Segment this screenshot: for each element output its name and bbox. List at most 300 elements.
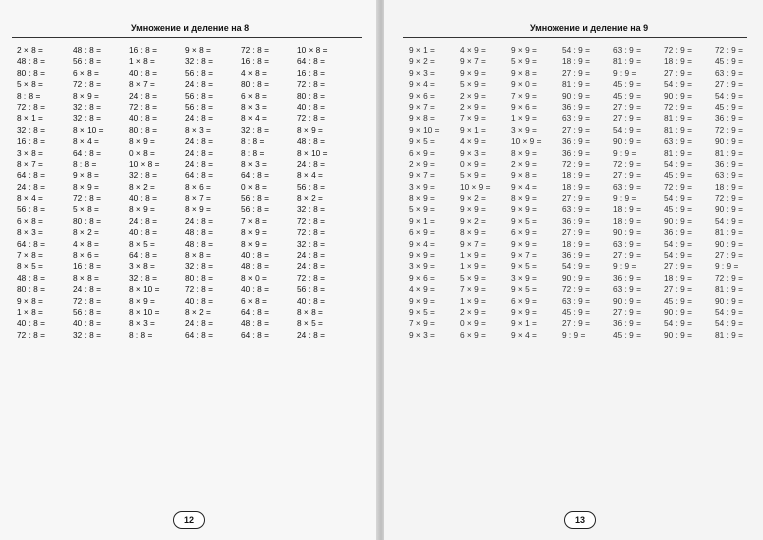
exercise-item: 63 : 9 = <box>613 181 641 192</box>
exercise-item: 32 : 8 = <box>17 124 45 135</box>
exercise-item: 45 : 9 = <box>664 170 692 181</box>
exercise-item: 1 × 9 = <box>511 113 537 124</box>
exercise-item: 0 × 8 = <box>241 181 267 192</box>
exercise-item: 72 : 8 = <box>17 101 45 112</box>
exercise-item: 81 : 9 = <box>715 284 743 295</box>
exercise-item: 72 : 9 = <box>562 284 590 295</box>
exercise-item: 48 : 8 = <box>241 261 269 272</box>
exercise-item: 0 × 9 = <box>460 158 486 169</box>
exercise-item: 3 × 9 = <box>409 181 435 192</box>
exercise-item: 72 : 8 = <box>297 272 325 283</box>
exercise-item: 9 × 2 = <box>460 215 486 226</box>
exercise-item: 63 : 9 = <box>613 284 641 295</box>
exercise-item: 27 : 9 = <box>613 250 641 261</box>
exercise-item: 45 : 9 = <box>613 329 641 340</box>
exercise-item: 72 : 8 = <box>241 45 269 55</box>
page-title: Умножение и деление на 9 <box>530 23 649 33</box>
exercise-item: 81 : 9 = <box>715 227 743 238</box>
exercise-item: 72 : 9 = <box>715 272 743 283</box>
exercise-item: 81 : 9 = <box>613 56 641 67</box>
exercise-item: 8 × 7 = <box>129 79 155 90</box>
exercise-item: 9 × 6 = <box>409 272 435 283</box>
exercise-item: 8 × 7 = <box>185 193 211 204</box>
exercise-item: 9 : 9 = <box>562 329 586 340</box>
exercise-item: 9 × 7 = <box>460 238 486 249</box>
exercise-item: 54 : 9 = <box>664 158 692 169</box>
exercise-item: 40 : 8 = <box>73 318 101 329</box>
exercise-item: 24 : 8 = <box>185 158 213 169</box>
exercise-item: 24 : 8 = <box>185 318 213 329</box>
exercise-item: 90 : 9 = <box>562 272 590 283</box>
exercise-item: 6 × 8 = <box>241 295 267 306</box>
exercise-item: 8 × 6 = <box>185 181 211 192</box>
exercise-item: 8 × 4 = <box>241 113 267 124</box>
exercise-item: 45 : 9 = <box>613 79 641 90</box>
exercise-item: 27 : 9 = <box>664 261 692 272</box>
exercise-item: 27 : 9 = <box>613 113 641 124</box>
exercise-item: 80 : 8 = <box>185 272 213 283</box>
exercise-item: 56 : 8 = <box>241 193 269 204</box>
exercise-item: 72 : 8 = <box>73 79 101 90</box>
exercise-item: 18 : 9 = <box>715 181 743 192</box>
exercise-item: 54 : 9 = <box>664 193 692 204</box>
exercise-item: 9 × 4 = <box>511 181 537 192</box>
exercise-item: 8 × 3 = <box>241 101 267 112</box>
exercise-item: 8 × 8 = <box>185 250 211 261</box>
exercise-item: 9 × 8 = <box>17 295 43 306</box>
exercise-item: 8 × 5 = <box>17 261 43 272</box>
exercise-item: 8 × 9 = <box>241 238 267 249</box>
exercise-item: 9 × 4 = <box>409 238 435 249</box>
exercise-item: 48 : 8 = <box>17 56 45 67</box>
exercise-item: 32 : 8 = <box>73 329 101 340</box>
exercise-item: 8 × 2 = <box>297 193 323 204</box>
exercise-item: 80 : 8 = <box>241 79 269 90</box>
exercise-item: 72 : 9 = <box>664 181 692 192</box>
exercise-item: 40 : 8 = <box>129 227 157 238</box>
exercise-item: 4 × 9 = <box>409 284 435 295</box>
exercise-item: 8 : 8 = <box>17 90 41 101</box>
exercise-item: 8 × 9 = <box>297 124 323 135</box>
exercise-item: 36 : 9 = <box>562 147 590 158</box>
exercise-item: 5 × 9 = <box>460 170 486 181</box>
exercise-item: 40 : 8 = <box>241 284 269 295</box>
exercise-item: 56 : 8 = <box>297 181 325 192</box>
exercise-item: 9 × 9 = <box>511 306 537 317</box>
exercise-item: 40 : 8 = <box>129 113 157 124</box>
exercise-item: 24 : 8 = <box>297 329 325 340</box>
exercise-item: 48 : 8 = <box>17 272 45 283</box>
exercise-item: 72 : 8 = <box>73 295 101 306</box>
exercise-item: 8 × 3 = <box>185 124 211 135</box>
exercise-item: 81 : 9 = <box>715 147 743 158</box>
exercise-item: 6 × 8 = <box>17 215 43 226</box>
exercise-item: 64 : 8 = <box>17 170 45 181</box>
exercise-item: 36 : 9 = <box>664 227 692 238</box>
exercise-item: 32 : 8 = <box>185 56 213 67</box>
exercise-item: 90 : 9 = <box>664 90 692 101</box>
exercise-item: 9 × 9 = <box>511 45 537 55</box>
exercise-item: 36 : 9 = <box>613 272 641 283</box>
exercise-item: 6 × 8 = <box>73 67 99 78</box>
exercise-item: 36 : 9 = <box>562 215 590 226</box>
exercise-item: 7 × 8 = <box>241 215 267 226</box>
exercise-item: 8 × 6 = <box>73 250 99 261</box>
exercise-item: 27 : 9 = <box>613 306 641 317</box>
exercise-item: 8 × 10 = <box>297 147 328 158</box>
exercise-item: 8 × 9 = <box>185 204 211 215</box>
exercise-item: 90 : 9 = <box>664 329 692 340</box>
page-number: 13 <box>564 511 596 529</box>
exercise-item: 24 : 8 = <box>185 136 213 147</box>
exercise-item: 9 × 7 = <box>460 56 486 67</box>
exercise-item: 16 : 8 = <box>241 56 269 67</box>
exercise-item: 81 : 9 = <box>664 147 692 158</box>
exercise-item: 9 × 6 = <box>409 90 435 101</box>
exercise-item: 90 : 9 = <box>715 295 743 306</box>
exercise-item: 8 × 4 = <box>297 170 323 181</box>
exercise-item: 9 × 1 = <box>409 215 435 226</box>
exercise-item: 80 : 8 = <box>17 67 45 78</box>
exercise-item: 18 : 9 = <box>562 238 590 249</box>
exercise-item: 90 : 9 = <box>715 136 743 147</box>
exercise-item: 8 × 5 = <box>129 238 155 249</box>
exercise-item: 56 : 8 = <box>185 101 213 112</box>
exercise-item: 5 × 9 = <box>409 204 435 215</box>
exercise-item: 63 : 9 = <box>613 45 641 55</box>
exercise-item: 9 × 3 = <box>460 147 486 158</box>
exercise-item: 27 : 9 = <box>562 67 590 78</box>
exercise-item: 5 × 9 = <box>511 56 537 67</box>
exercise-item: 63 : 9 = <box>715 170 743 181</box>
exercise-item: 8 × 9 = <box>73 181 99 192</box>
exercise-item: 32 : 8 = <box>129 170 157 181</box>
exercise-item: 48 : 8 = <box>185 227 213 238</box>
exercise-item: 36 : 9 = <box>715 113 743 124</box>
exercise-item: 9 × 9 = <box>511 238 537 249</box>
exercise-item: 9 × 9 = <box>409 250 435 261</box>
exercise-item: 6 × 9 = <box>409 147 435 158</box>
exercise-item: 9 × 7 = <box>511 250 537 261</box>
exercise-item: 9 × 1 = <box>511 318 537 329</box>
exercise-item: 63 : 9 = <box>562 113 590 124</box>
exercise-item: 9 × 0 = <box>511 79 537 90</box>
exercise-item: 1 × 9 = <box>460 250 486 261</box>
exercise-item: 9 × 8 = <box>511 67 537 78</box>
exercise-item: 8 × 2 = <box>129 181 155 192</box>
exercise-item: 16 : 8 = <box>73 261 101 272</box>
exercise-item: 63 : 9 = <box>562 295 590 306</box>
exercise-item: 10 × 9 = <box>460 181 491 192</box>
exercise-item: 2 × 9 = <box>460 101 486 112</box>
exercise-item: 8 × 8 = <box>297 306 323 317</box>
exercise-item: 45 : 9 = <box>715 101 743 112</box>
exercise-item: 56 : 8 = <box>73 56 101 67</box>
exercise-item: 64 : 8 = <box>297 56 325 67</box>
exercise-item: 9 × 5 = <box>409 136 435 147</box>
exercise-item: 45 : 9 = <box>562 306 590 317</box>
exercise-item: 8 : 8 = <box>73 158 97 169</box>
exercise-item: 3 × 8 = <box>17 147 43 158</box>
exercise-item: 7 × 9 = <box>460 284 486 295</box>
exercise-item: 90 : 9 = <box>613 227 641 238</box>
exercise-item: 64 : 8 = <box>241 170 269 181</box>
exercise-item: 9 × 5 = <box>409 306 435 317</box>
exercise-item: 10 × 9 = <box>511 136 542 147</box>
exercise-item: 80 : 8 = <box>129 124 157 135</box>
exercise-item: 4 × 8 = <box>73 238 99 249</box>
exercise-item: 54 : 9 = <box>664 318 692 329</box>
exercise-item: 9 : 9 = <box>613 193 637 204</box>
exercise-item: 9 × 9 = <box>511 204 537 215</box>
exercise-item: 54 : 9 = <box>715 306 743 317</box>
exercise-item: 9 × 5 = <box>511 284 537 295</box>
exercise-item: 45 : 9 = <box>664 295 692 306</box>
exercise-item: 40 : 8 = <box>129 193 157 204</box>
exercise-item: 32 : 8 = <box>73 101 101 112</box>
exercise-item: 2 × 9 = <box>511 158 537 169</box>
exercise-item: 64 : 8 = <box>185 170 213 181</box>
exercise-item: 18 : 9 = <box>562 181 590 192</box>
exercise-item: 8 × 8 = <box>73 272 99 283</box>
exercise-item: 54 : 9 = <box>664 250 692 261</box>
exercise-item: 40 : 8 = <box>17 318 45 329</box>
exercise-item: 90 : 9 = <box>613 136 641 147</box>
exercise-item: 5 × 9 = <box>460 272 486 283</box>
exercise-item: 81 : 9 = <box>664 124 692 135</box>
exercise-item: 9 × 1 = <box>460 124 486 135</box>
exercise-item: 36 : 9 = <box>613 318 641 329</box>
exercise-item: 54 : 9 = <box>715 90 743 101</box>
page-number: 12 <box>173 511 205 529</box>
exercise-item: 8 × 10 = <box>129 284 160 295</box>
exercise-item: 90 : 9 = <box>613 295 641 306</box>
exercise-item: 54 : 9 = <box>664 79 692 90</box>
exercise-item: 80 : 8 = <box>297 90 325 101</box>
exercise-item: 8 × 9 = <box>129 204 155 215</box>
exercise-item: 72 : 9 = <box>715 124 743 135</box>
exercise-item: 72 : 8 = <box>73 193 101 204</box>
exercise-item: 90 : 9 = <box>664 215 692 226</box>
exercise-item: 81 : 9 = <box>715 329 743 340</box>
exercise-item: 40 : 8 = <box>297 101 325 112</box>
exercise-item: 2 × 8 = <box>17 45 43 55</box>
exercise-item: 24 : 8 = <box>129 215 157 226</box>
exercise-item: 40 : 8 = <box>129 67 157 78</box>
exercise-item: 56 : 8 = <box>185 90 213 101</box>
exercise-item: 24 : 8 = <box>297 158 325 169</box>
exercise-item: 8 × 9 = <box>511 147 537 158</box>
exercise-item: 32 : 8 = <box>241 124 269 135</box>
exercise-item: 27 : 9 = <box>562 124 590 135</box>
exercise-item: 27 : 9 = <box>664 67 692 78</box>
exercise-item: 8 × 9 = <box>129 295 155 306</box>
exercise-item: 9 × 8 = <box>185 45 211 55</box>
exercise-grid <box>17 45 353 341</box>
exercise-item: 2 × 9 = <box>460 306 486 317</box>
exercise-item: 1 × 8 = <box>17 306 43 317</box>
exercise-item: 56 : 8 = <box>185 67 213 78</box>
exercise-item: 9 × 8 = <box>73 170 99 181</box>
exercise-item: 27 : 9 = <box>664 284 692 295</box>
exercise-item: 36 : 9 = <box>562 250 590 261</box>
exercise-item: 8 : 8 = <box>241 147 265 158</box>
exercise-item: 72 : 8 = <box>129 101 157 112</box>
exercise-item: 36 : 9 = <box>715 158 743 169</box>
exercise-item: 56 : 8 = <box>241 204 269 215</box>
exercise-item: 48 : 8 = <box>185 238 213 249</box>
exercise-item: 63 : 9 = <box>664 136 692 147</box>
exercise-item: 36 : 9 = <box>562 136 590 147</box>
exercise-item: 9 × 9 = <box>409 295 435 306</box>
exercise-item: 72 : 8 = <box>297 113 325 124</box>
exercise-item: 63 : 9 = <box>715 67 743 78</box>
exercise-item: 32 : 8 = <box>297 204 325 215</box>
exercise-item: 56 : 8 = <box>17 204 45 215</box>
exercise-item: 18 : 9 = <box>613 204 641 215</box>
exercise-item: 9 : 9 = <box>613 261 637 272</box>
exercise-item: 8 × 3 = <box>129 318 155 329</box>
exercise-grid <box>409 45 743 341</box>
exercise-item: 24 : 8 = <box>297 261 325 272</box>
exercise-item: 7 × 9 = <box>460 113 486 124</box>
title-rule <box>12 37 362 38</box>
exercise-item: 3 × 8 = <box>129 261 155 272</box>
exercise-item: 8 × 10 = <box>129 306 160 317</box>
exercise-item: 48 : 8 = <box>241 318 269 329</box>
exercise-item: 81 : 9 = <box>562 79 590 90</box>
page-title: Умножение и деление на 8 <box>131 23 250 33</box>
exercise-item: 9 × 10 = <box>409 124 440 135</box>
exercise-item: 8 : 8 = <box>129 329 153 340</box>
exercise-item: 40 : 8 = <box>241 250 269 261</box>
exercise-item: 6 × 9 = <box>511 295 537 306</box>
exercise-item: 7 × 9 = <box>511 90 537 101</box>
exercise-item: 8 × 3 = <box>241 158 267 169</box>
exercise-item: 1 × 8 = <box>129 56 155 67</box>
exercise-item: 8 : 8 = <box>241 136 265 147</box>
left-page <box>0 0 380 540</box>
exercise-item: 27 : 9 = <box>562 318 590 329</box>
exercise-item: 9 × 5 = <box>511 215 537 226</box>
exercise-item: 4 × 9 = <box>460 45 486 55</box>
right-page <box>384 0 763 540</box>
exercise-item: 18 : 9 = <box>562 170 590 181</box>
exercise-item: 72 : 9 = <box>664 45 692 55</box>
exercise-item: 90 : 9 = <box>562 90 590 101</box>
exercise-item: 6 × 8 = <box>241 90 267 101</box>
exercise-item: 6 × 9 = <box>409 227 435 238</box>
exercise-item: 48 : 8 = <box>73 45 101 55</box>
exercise-item: 9 × 3 = <box>409 329 435 340</box>
exercise-item: 40 : 8 = <box>185 295 213 306</box>
exercise-item: 54 : 9 = <box>715 318 743 329</box>
exercise-item: 64 : 8 = <box>241 306 269 317</box>
exercise-item: 8 × 5 = <box>297 318 323 329</box>
exercise-item: 18 : 9 = <box>664 56 692 67</box>
exercise-item: 72 : 9 = <box>562 158 590 169</box>
exercise-item: 24 : 8 = <box>185 215 213 226</box>
exercise-item: 8 × 7 = <box>17 158 43 169</box>
exercise-item: 4 × 8 = <box>241 67 267 78</box>
exercise-item: 80 : 8 = <box>17 284 45 295</box>
exercise-item: 9 × 2 = <box>409 56 435 67</box>
exercise-item: 64 : 8 = <box>17 238 45 249</box>
exercise-item: 24 : 8 = <box>129 90 157 101</box>
exercise-item: 72 : 9 = <box>613 158 641 169</box>
exercise-item: 45 : 9 = <box>664 204 692 215</box>
exercise-item: 27 : 9 = <box>715 79 743 90</box>
exercise-item: 8 × 9 = <box>511 193 537 204</box>
exercise-item: 72 : 8 = <box>297 215 325 226</box>
exercise-item: 10 × 8 = <box>297 45 328 55</box>
exercise-item: 8 × 2 = <box>73 227 99 238</box>
exercise-item: 5 × 9 = <box>460 79 486 90</box>
exercise-item: 72 : 8 = <box>297 79 325 90</box>
exercise-item: 9 × 7 = <box>409 101 435 112</box>
exercise-item: 18 : 9 = <box>613 215 641 226</box>
exercise-item: 27 : 9 = <box>613 101 641 112</box>
exercise-item: 6 × 9 = <box>460 329 486 340</box>
exercise-item: 8 × 2 = <box>185 306 211 317</box>
exercise-item: 3 × 9 = <box>511 272 537 283</box>
exercise-item: 32 : 8 = <box>297 238 325 249</box>
exercise-item: 5 × 8 = <box>17 79 43 90</box>
exercise-item: 72 : 9 = <box>715 193 743 204</box>
exercise-item: 16 : 8 = <box>17 136 45 147</box>
exercise-item: 4 × 9 = <box>460 136 486 147</box>
exercise-item: 9 × 9 = <box>460 67 486 78</box>
exercise-item: 8 × 1 = <box>17 113 43 124</box>
exercise-item: 90 : 9 = <box>664 306 692 317</box>
exercise-item: 9 : 9 = <box>613 67 637 78</box>
exercise-item: 3 × 9 = <box>409 261 435 272</box>
exercise-item: 10 × 8 = <box>129 158 160 169</box>
exercise-item: 9 × 6 = <box>511 101 537 112</box>
exercise-item: 8 × 4 = <box>73 136 99 147</box>
exercise-item: 8 × 9 = <box>73 90 99 101</box>
exercise-item: 9 × 7 = <box>409 170 435 181</box>
exercise-item: 27 : 9 = <box>562 227 590 238</box>
exercise-item: 18 : 9 = <box>562 56 590 67</box>
exercise-item: 72 : 9 = <box>664 101 692 112</box>
title-rule <box>403 37 747 38</box>
exercise-item: 27 : 9 = <box>562 193 590 204</box>
exercise-item: 18 : 9 = <box>664 272 692 283</box>
exercise-item: 9 × 1 = <box>409 45 435 55</box>
exercise-item: 9 × 4 = <box>409 79 435 90</box>
exercise-item: 64 : 8 = <box>73 147 101 158</box>
exercise-item: 56 : 8 = <box>73 306 101 317</box>
exercise-item: 3 × 9 = <box>511 124 537 135</box>
exercise-item: 8 × 9 = <box>460 227 486 238</box>
exercise-item: 72 : 8 = <box>297 227 325 238</box>
exercise-item: 54 : 9 = <box>562 45 590 55</box>
exercise-item: 9 × 4 = <box>511 329 537 340</box>
exercise-item: 54 : 9 = <box>715 215 743 226</box>
exercise-item: 9 × 3 = <box>409 67 435 78</box>
exercise-item: 0 × 9 = <box>460 318 486 329</box>
exercise-item: 9 × 9 = <box>460 204 486 215</box>
exercise-item: 9 × 2 = <box>460 193 486 204</box>
exercise-item: 9 : 9 = <box>613 147 637 158</box>
exercise-item: 36 : 9 = <box>562 101 590 112</box>
exercise-item: 9 : 9 = <box>715 261 739 272</box>
exercise-item: 72 : 9 = <box>715 45 743 55</box>
exercise-item: 8 × 10 = <box>73 124 104 135</box>
exercise-item: 24 : 8 = <box>185 113 213 124</box>
exercise-item: 90 : 9 = <box>715 204 743 215</box>
